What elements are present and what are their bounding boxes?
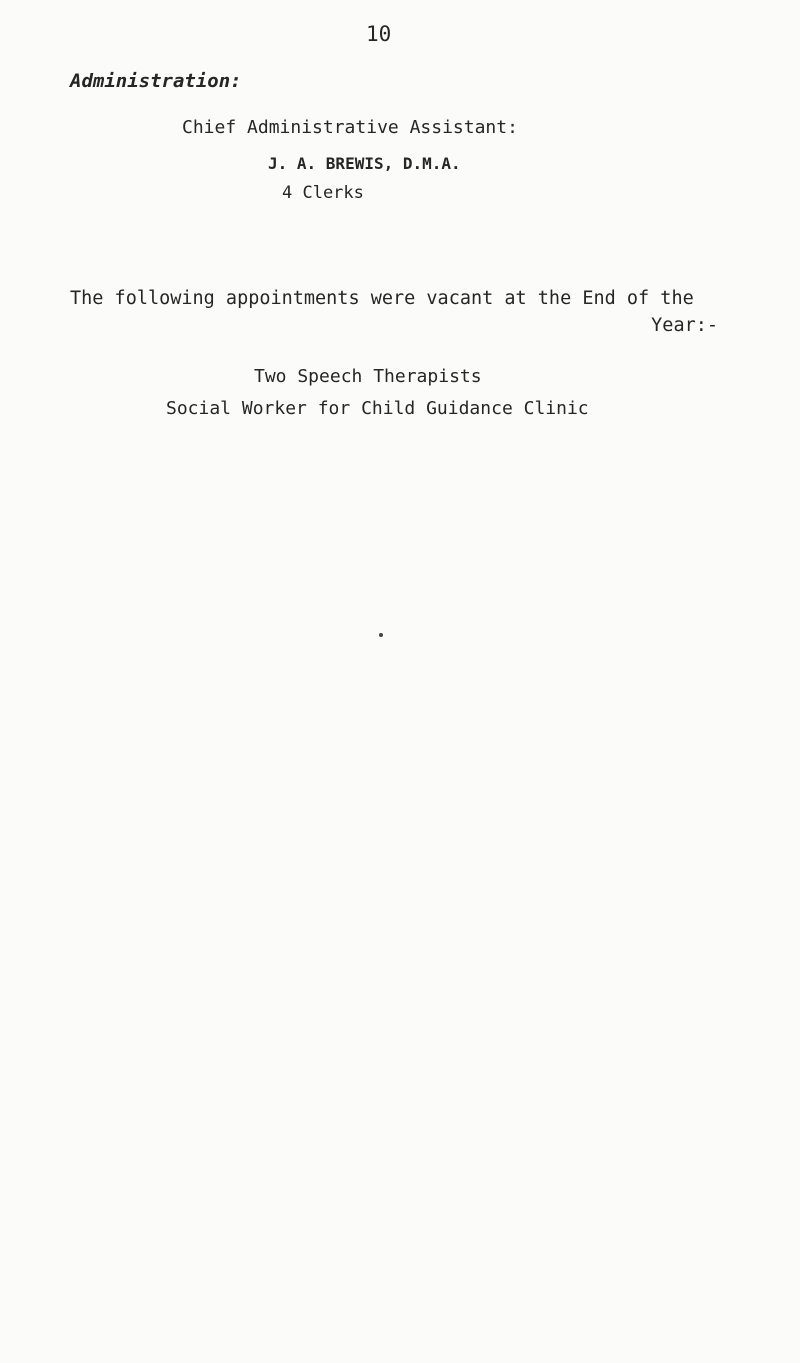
vacancy-item: Two Speech Therapists: [254, 366, 482, 387]
chief-administrative-assistant-title: Chief Administrative Assistant:: [182, 117, 518, 138]
vacancies-intro-paragraph: [70, 288, 725, 336]
paper-speck: [379, 633, 383, 637]
clerks-count: 4 Clerks: [282, 183, 364, 203]
vacancies-intro-line-1: The following appointments were vacant at the End of the: [70, 288, 694, 309]
vacancies-intro-line-2: Year:-: [651, 315, 718, 336]
vacancy-item: Social Worker for Child Guidance Clinic: [166, 398, 589, 419]
chief-administrative-assistant-name: J. A. BREWIS, D.M.A.: [268, 154, 461, 173]
page-number: 10: [366, 22, 392, 46]
section-heading-administration: Administration:: [70, 70, 242, 92]
